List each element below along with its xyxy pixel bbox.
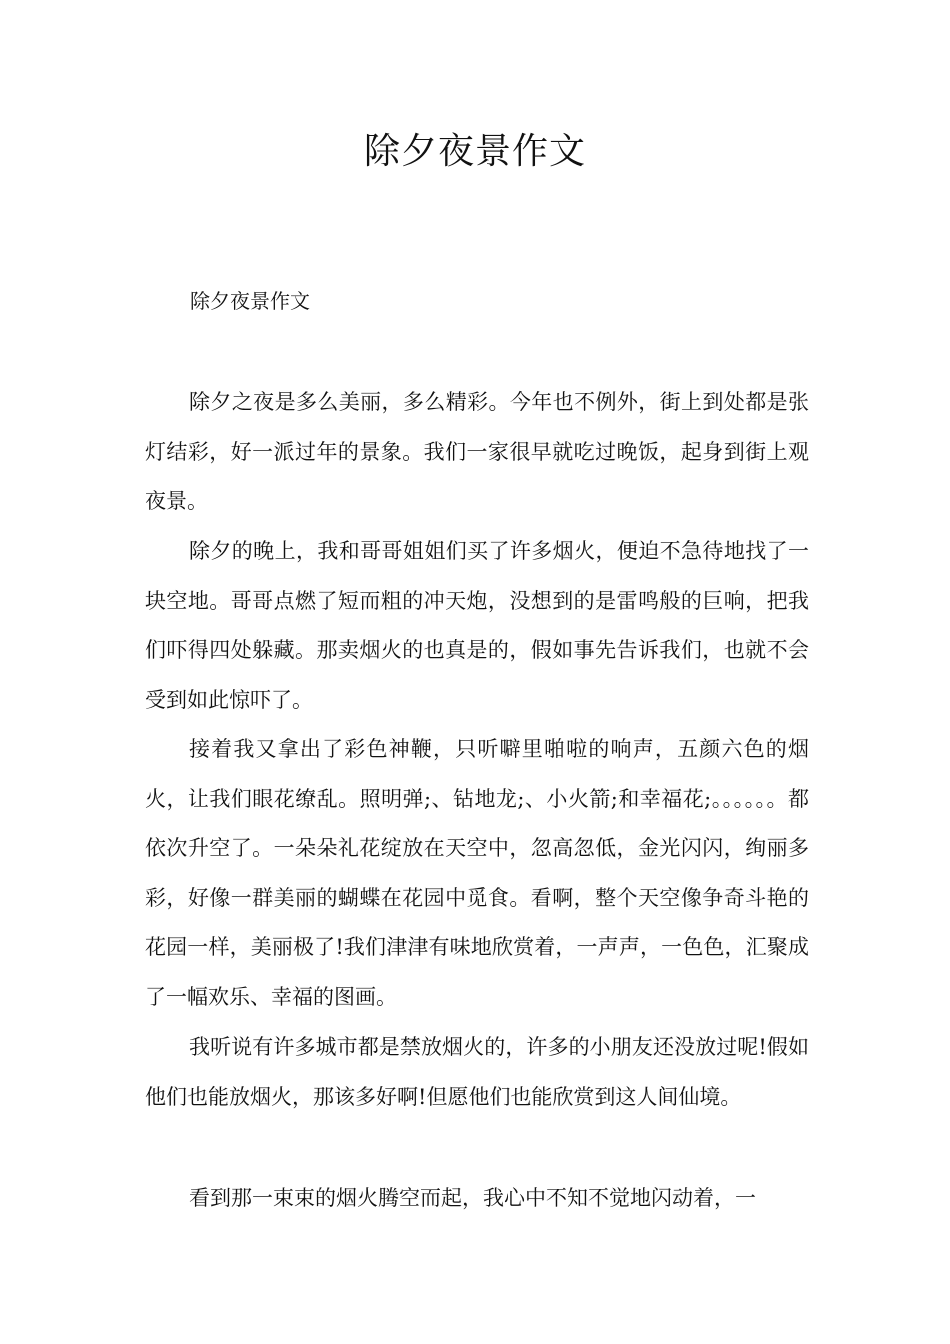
document-subtitle: 除夕夜景作文 bbox=[190, 289, 310, 313]
paragraph: 接着我又拿出了彩色神鞭，只听噼里啪啦的响声，五颜六色的烟火，让我们眼花缭乱。照明弹;、钻地龙;、小火箭;和幸福花;。。。。。。都依次升空了。一朵朵礼花绽放在天空中，忽高忽低，金光闪闪，绚丽多彩，好像一群美丽的蝴蝶在花园中觅食。看啊，整个天空像争奇斗艳的花园一样，美丽极了!我们津津有味地欣赏着，一声声，一色色，汇聚成了一幅欢乐、幸福的图画。 bbox=[145, 737, 809, 1009]
paragraph: 除夕的晚上，我和哥哥姐姐们买了许多烟火，便迫不急待地找了一块空地。哥哥点燃了短而粗的冲天炮，没想到的是雷鸣般的巨响，把我们吓得四处躲藏。那卖烟火的也真是的，假如事先告诉我们，也就不会受到如此惊吓了。 bbox=[145, 539, 809, 712]
paragraph: 我听说有许多城市都是禁放烟火的，许多的小朋友还没放过呢!假如他们也能放烟火，那该多好啊!但愿他们也能欣赏到这人间仙境。 bbox=[145, 1035, 809, 1109]
paragraph: 除夕之夜是多么美丽，多么精彩。今年也不例外，街上到处都是张灯结彩，好一派过年的景象。我们一家很早就吃过晚饭，起身到街上观夜景。 bbox=[145, 390, 809, 514]
paragraph: 看到那一束束的烟火腾空而起，我心中不知不觉地闪动着，一 bbox=[189, 1186, 756, 1210]
document-title: 除夕夜景作文 bbox=[363, 131, 586, 172]
